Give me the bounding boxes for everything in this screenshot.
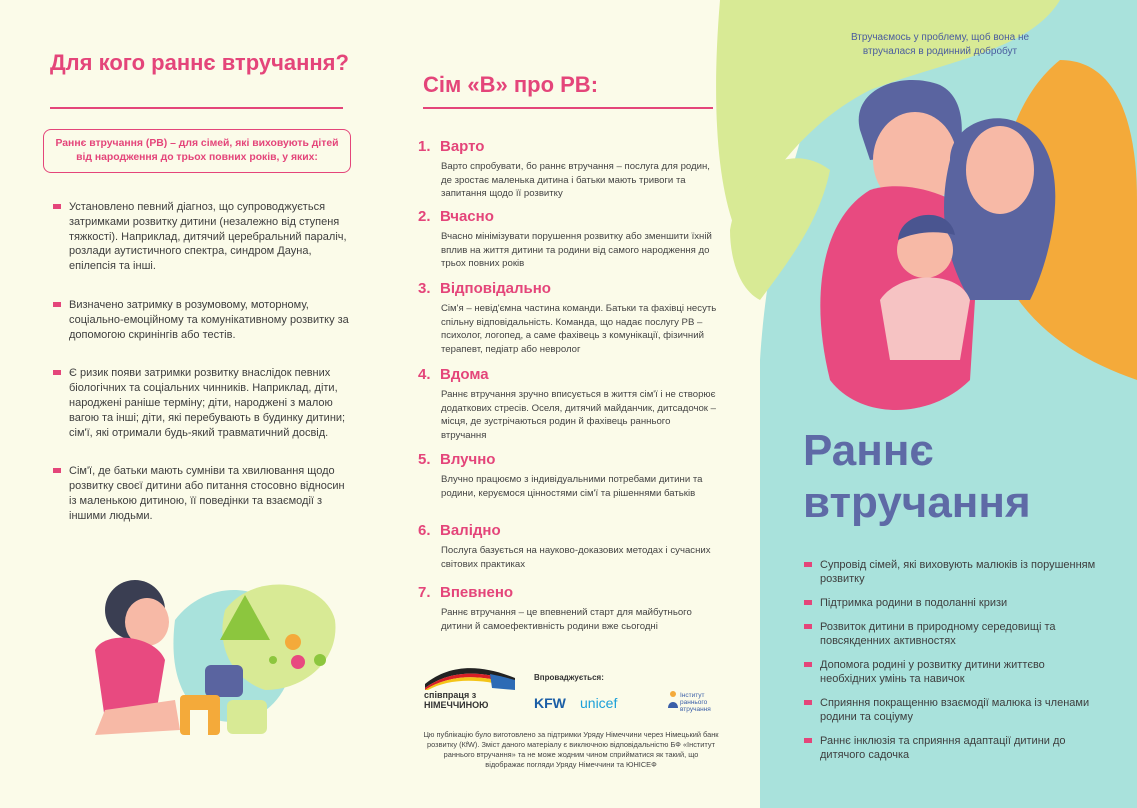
principle-text: Сім'я – невід'ємна частина команди. Батьки та фахівці несуть спільну відповідальність. Команда, що надає послугу РВ – психолог, логопед, а саме фахівець з комунікації, фізичний терапевт, педіатр або невролог xyxy=(441,303,717,355)
bullet-icon xyxy=(804,624,812,629)
institute-logo: Інститут раннього втручання xyxy=(680,692,711,713)
principle-heading: Вчасно xyxy=(440,208,494,225)
principle-number: 7. xyxy=(418,584,431,601)
bullet-icon xyxy=(804,600,812,605)
tagline: Втручаємось у проблему, щоб вона не втручалася в родинний добробут xyxy=(850,32,1030,57)
bullet-icon xyxy=(804,700,812,705)
list-item: Підтримка родини в подоланні кризи xyxy=(804,596,1104,610)
list-item: Розвиток дитини в природному середовищі та повсякденних активностях xyxy=(804,620,1104,648)
principle-heading: Впевнено xyxy=(440,584,514,601)
bullet-icon xyxy=(53,204,61,209)
principle-heading: Валідно xyxy=(440,522,501,539)
principle-item xyxy=(418,584,718,633)
intro-box: Раннє втручання (РВ) – для сімей, які виховують дітей від народження до трьох повних років, у яких: xyxy=(43,129,351,173)
principle-number: 6. xyxy=(418,522,431,539)
middle-title: Сім «В» про РВ: xyxy=(423,72,599,97)
principle-item xyxy=(418,451,718,500)
list-item: Супровід сімей, які виховують малюків із порушенням розвитку xyxy=(804,558,1104,586)
principle-text: Раннє втручання – це впевнений старт для майбутнього дитини й самоефективність родини вже сьогодні xyxy=(441,607,692,632)
kfw-logo: KFW xyxy=(534,695,566,711)
principle-text: Вчасно мінімізувати порушення розвитку або зменшити їхній вплив на життя дитини та родини від самого народження до трьох повних років xyxy=(441,231,712,269)
bullet-icon xyxy=(53,302,61,307)
principle-item xyxy=(418,138,718,201)
principle-heading: Вдома xyxy=(440,366,489,383)
bullet-icon xyxy=(804,662,812,667)
list-item: Визначено затримку в розумовому, моторному, соціально-емоційному та комунікативному розвитку за допомогою скринінгів або тестів. xyxy=(53,298,353,342)
principle-item xyxy=(418,366,718,442)
bullet-icon xyxy=(53,370,61,375)
target-groups-list xyxy=(53,200,353,548)
list-item: Сім'ї, де батьки мають сумніви та хвилювання щодо розвитку своєї дитини або питання стосовно відносин із маленькою дитиною, її поведінки та взаємодії з іншими людьми. xyxy=(53,464,353,523)
principle-text: Варто спробувати, бо раннє втручання – послуга для родин, де зростає маленька дитина і батьки мають тривоги та запитання щодо її розвитку xyxy=(441,161,710,199)
list-item: Установлено певний діагноз, що супроводжується затримками розвитку дитини (незалежно від ступеня тяжкості). Наприклад, дитячий церебральний параліч, розлади аутистичного спектра, синдром Дауна, епілепсія та інші. xyxy=(53,200,353,274)
principle-number: 4. xyxy=(418,366,431,383)
middle-title-divider xyxy=(423,107,713,109)
coop-germany-logo: співпраця з НІМЕЧЧИНОЮ xyxy=(424,690,489,710)
institute-logo-icon xyxy=(666,690,680,708)
unicef-logo: unicef xyxy=(580,695,618,711)
services-list xyxy=(804,558,1104,772)
german-flag-swoosh-icon xyxy=(420,664,520,690)
main-title xyxy=(803,425,1031,529)
left-title-divider xyxy=(50,107,343,109)
principle-number: 3. xyxy=(418,280,431,297)
implemented-by-label: Впроваджується: xyxy=(534,673,604,682)
left-title: Для кого раннє втручання? xyxy=(50,50,349,75)
principle-number: 1. xyxy=(418,138,431,155)
list-item: Сприяння покращенню взаємодії малюка із членами родини та соціуму xyxy=(804,696,1104,724)
principle-heading: Влучно xyxy=(440,451,496,468)
child-play-illustration xyxy=(55,560,355,760)
main-title-line1: Раннє xyxy=(803,426,934,475)
principle-item xyxy=(418,208,718,271)
principle-number: 2. xyxy=(418,208,431,225)
list-item: Раннє інклюзія та сприяння адаптації дитини до дитячого садочка xyxy=(804,734,1104,762)
principle-text: Раннє втручання зручно вписується в життя сім'ї і не створює додаткових стресів. Оселя, дитячий майданчик, дитсадочок – місця, де зустрічаються родин й фахівець раннього втручання xyxy=(441,389,716,441)
funding-disclaimer: Цю публікацію було виготовлено за підтримки Уряду Німеччини через Німецький банк розвитку (КfW). Зміст даного матеріалу є виключною відповідальністю БФ «Інститут раннього втручання» та не може жодним чином сприйматися як такий, що відображає погляди Уряду Німеччини та ЮНІСЕФ xyxy=(423,730,719,769)
principle-number: 5. xyxy=(418,451,431,468)
list-item: Допомога родині у розвитку дитини життєво необхідних умінь та навичок xyxy=(804,658,1104,686)
principle-item xyxy=(418,522,718,571)
principle-heading: Відповідально xyxy=(440,280,551,297)
bullet-icon xyxy=(53,468,61,473)
principle-text: Послуга базується на науково-доказових методах і сучасних світових практиках xyxy=(441,545,711,570)
bullet-icon xyxy=(804,562,812,567)
principle-text: Влучно працюємо з індивідуальними потребами дитини та родини, керуємося цінностями сім'ї та рішеннями батьків xyxy=(441,474,703,499)
principle-item xyxy=(418,280,718,356)
main-title-line2: втручання xyxy=(803,478,1031,527)
principle-heading: Варто xyxy=(440,138,485,155)
list-item: Є ризик появи затримки розвитку внаслідок певних біологічних та соціальних чинників. Наприклад, діти, народжені раніше терміну; діти, народжені з малою вагою та інші; діти, які перебувають в будинку дитини; сім'ї, які отримали будь-який травматичний досвід. xyxy=(53,366,353,440)
bullet-icon xyxy=(804,738,812,743)
